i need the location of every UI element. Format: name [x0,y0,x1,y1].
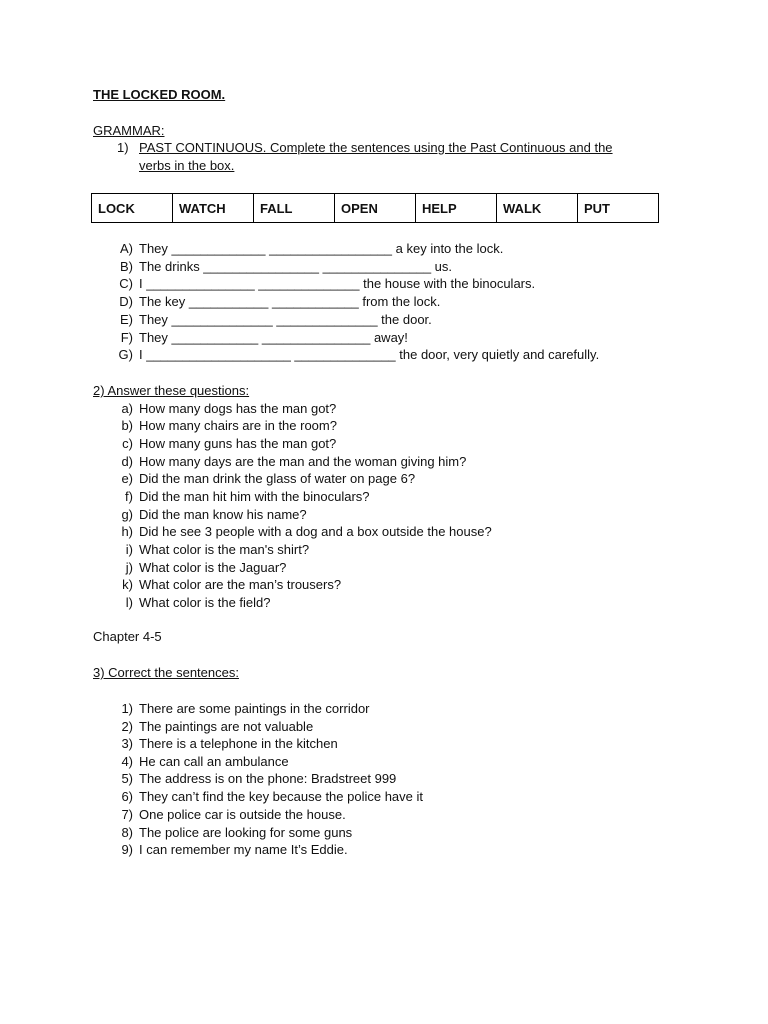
document-title: THE LOCKED ROOM. [93,87,226,102]
list-item: h) Did he see 3 people with a dog and a box outside the house? [121,524,492,539]
list-item: 4) He can call an ambulance [121,754,289,769]
list-item: a) How many dogs has the man got? [121,401,337,416]
list-item: F) They ____________ _______________ away! [120,330,408,345]
list-item: 5) The address is on the phone: Bradstreet 999 [121,771,397,786]
list-item: A) They _____________ _________________ a key into the lock. [120,241,504,256]
verb-cell: LOCK [92,194,173,223]
list-item: G) I ____________________ ______________ the door, very quietly and carefully. [118,347,600,362]
list-item: d) How many days are the man and the woman giving him? [121,454,467,469]
list-item: g) Did the man know his name? [121,507,307,522]
list-item: k) What color are the man’s trousers? [122,577,342,592]
list-item: 8) The police are looking for some guns [121,825,353,840]
verb-box [91,193,659,223]
list-item: j) What color is the Jaguar? [125,560,287,575]
list-item: c) How many guns has the man got? [122,436,337,451]
list-item: C) I _______________ ______________ the house with the binoculars. [119,276,536,291]
list-item: 3) There is a telephone in the kitchen [121,736,338,751]
list-item: l) What color is the field? [125,595,271,610]
list-item: 2) The paintings are not valuable [121,719,314,734]
list-item: B) The drinks ________________ _______________ us. [120,259,452,274]
exercise-1-number: 1) [117,140,129,155]
verb-cell: WATCH [173,194,254,223]
list-item: E) They ______________ ______________ the door. [120,312,432,327]
list-item: 1) There are some paintings in the corridor [121,701,370,716]
list-item: 6) They can’t find the key because the police have it [121,789,424,804]
verb-cell: OPEN [335,194,416,223]
list-item: f) Did the man hit him with the binoculars? [125,489,370,504]
verb-cell: PUT [578,194,659,223]
list-item: i) What color is the man's shirt? [125,542,310,557]
exercise-1-instruction-line2: verbs in the box. [139,158,235,173]
list-item: e) Did the man drink the glass of water on page 6? [121,471,416,486]
exercise-1-instruction-line1: PAST CONTINUOUS. Complete the sentences using the Past Continuous and the [139,140,613,155]
list-item: b) How many chairs are in the room? [121,418,337,433]
list-item: D) The key ___________ ____________ from the lock. [119,294,441,309]
list-item: 9) I can remember my name It’s Eddie. [121,842,348,857]
chapter-label: Chapter 4-5 [93,629,162,644]
list-item: 7) One police car is outside the house. [121,807,346,822]
exercise-2-heading: 2) Answer these questions: [93,383,250,398]
verb-cell: HELP [416,194,497,223]
grammar-heading: GRAMMAR: [93,123,165,138]
exercise-3-heading: 3) Correct the sentences: [93,665,239,680]
verb-cell: WALK [497,194,578,223]
verb-cell: FALL [254,194,335,223]
